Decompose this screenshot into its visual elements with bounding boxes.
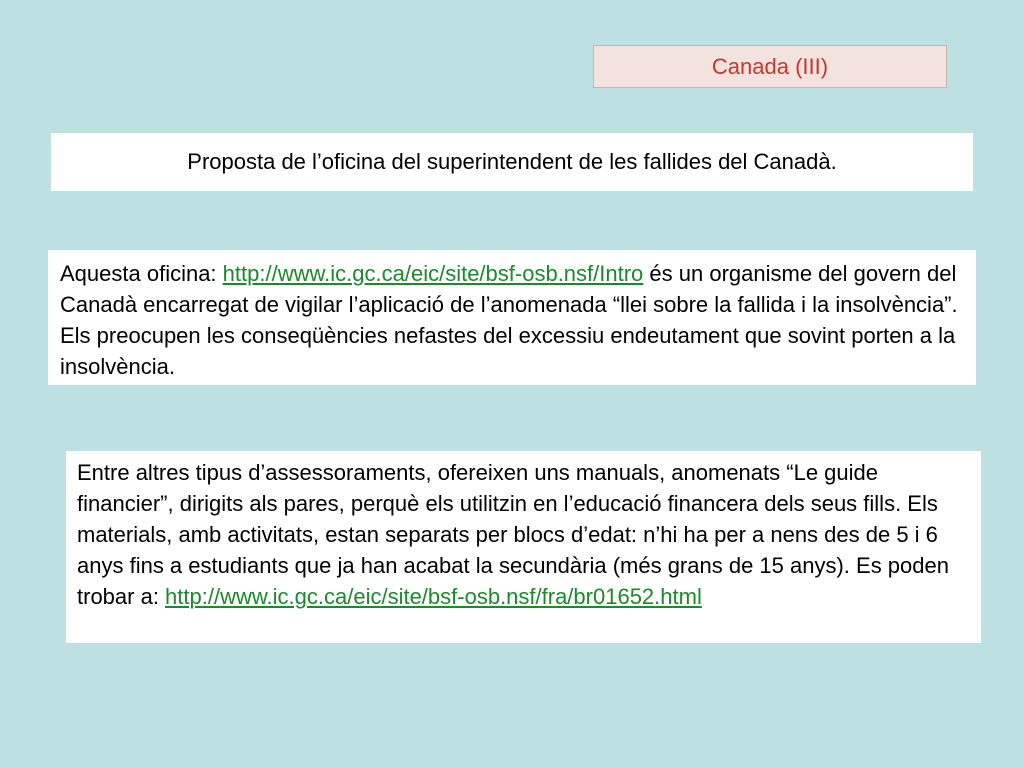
paragraph-guide-text: Entre altres tipus d’assessoraments, ofereixen uns manuals, anomenats “Le guide financier”, dirigits als pares, perquè els utilitzin en l’educació financera dels seus fills. Els materials, amb activitats, estan separats per blocs d’edat: n’hi ha per a nens des de 5 i 6 anys fins a estudiants que ja han acabat la secundària (més grans de 15 anys). Es poden trobar a: bbox=[77, 460, 949, 609]
slide-title: Canada (III) bbox=[711, 53, 829, 79]
slide-title-box bbox=[593, 45, 947, 88]
paragraph-office-box bbox=[48, 250, 976, 385]
paragraph-guide bbox=[77, 457, 970, 612]
paragraph-office-prefix: Aquesta oficina: bbox=[60, 261, 223, 286]
paragraph-guide-box bbox=[66, 451, 981, 643]
slide-subtitle: Proposta de l’oficina del superintendent de les fallides del Canadà. bbox=[187, 149, 837, 174]
office-link[interactable]: http://www.ic.gc.ca/eic/site/bsf-osb.nsf/Intro bbox=[222, 261, 644, 286]
slide-subtitle-box bbox=[51, 133, 973, 191]
paragraph-office-suffix: és un organisme del govern del Canadà encarregat de vigilar l’aplicació de l’anomenada “llei sobre la fallida i la insolvència”. Els preocupen les conseqüències nefastes del excessiu endeutament que sovint porten a la insolvència. bbox=[60, 261, 958, 379]
paragraph-office bbox=[60, 258, 964, 382]
guide-link[interactable]: http://www.ic.gc.ca/eic/site/bsf-osb.nsf/fra/br01652.html bbox=[165, 584, 702, 609]
